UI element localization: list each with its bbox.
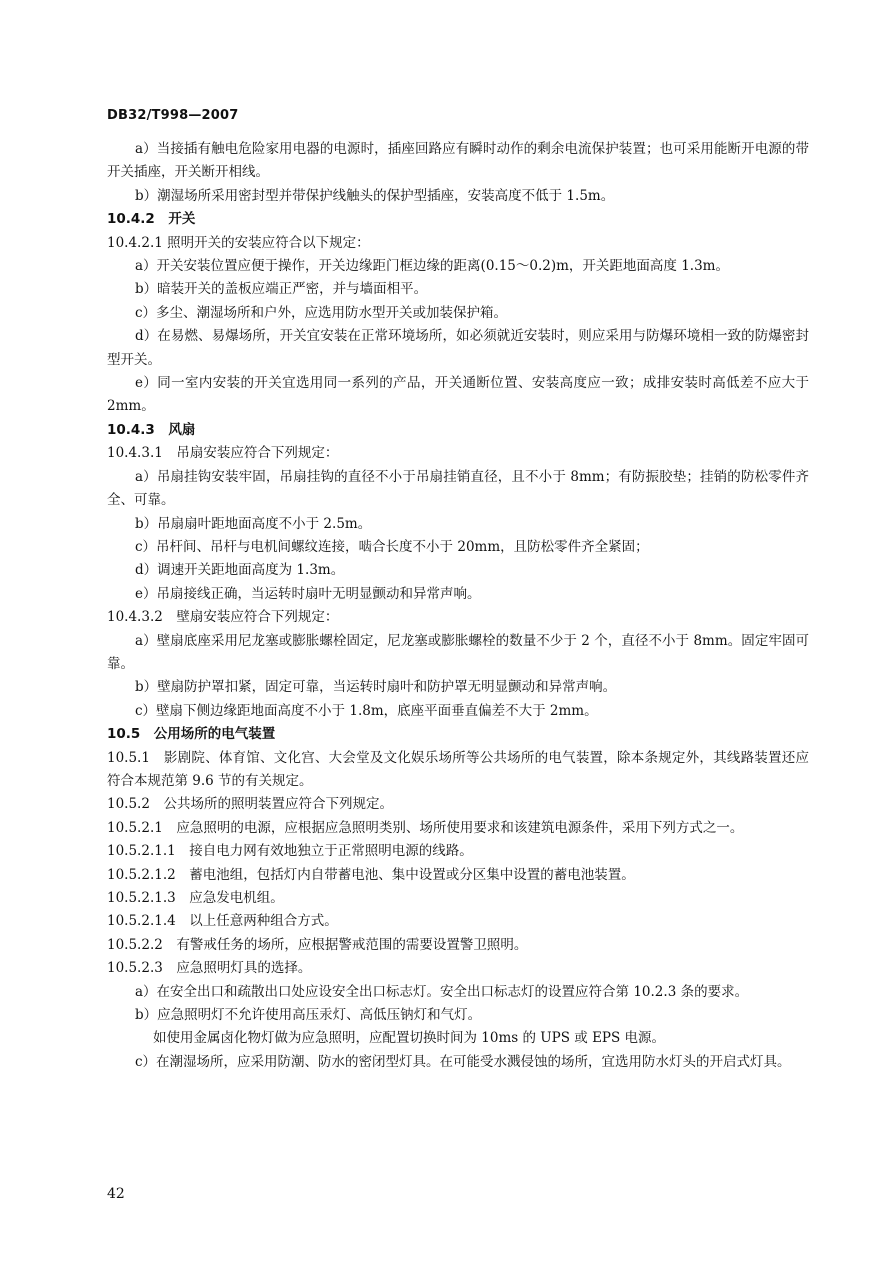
page-number: 42 [107,1186,125,1202]
numbered-clause: 10.5.2.1.1 接自电力网有效地独立于正常照明电源的线路。 [107,843,473,860]
numbered-clause: 10.5.2.1.3 应急发电机组。 [107,890,284,906]
section-heading: 10.4.2 开关 [107,211,196,228]
numbered-clause: 10.5.2.2 有警戒任务的场所，应根据警戒范围的需要设置警卫照明。 [107,936,528,953]
list-item: a）当接插有触电危险家用电器的电源时，插座回路应有瞬时动作的剩余电流保护装置；也可采用能断开电源的带开关插座，开关断开相线。 [107,141,809,181]
list-item: e）同一室内安装的开关宜选用同一系列的产品，开关通断位置、安装高度应一致；成排安装时高低差不应大于 2mm。 [107,375,809,415]
list-item: a）吊扇挂钩安装牢固，吊扇挂钩的直径不小于吊扇挂销直径，且不小于 8mm；有防振胶垫；挂销的防松零件齐全、可靠。 [107,468,809,509]
list-item: c）壁扇下侧边缘距地面高度不小于 1.8m，底座平面垂直偏差不大于 2mm。 [135,702,598,719]
document-body [107,138,809,1074]
list-item: b）潮湿场所采用密封型并带保护线触头的保护型插座，安装高度不低于 1.5m。 [135,187,615,204]
numbered-clause: 10.5.2 公共场所的照明装置应符合下列规定。 [107,796,393,813]
list-item: b）吊扇扇叶距地面高度不小于 2.5m。 [135,515,372,532]
list-item: b）应急照明灯不允许使用高压汞灯、高低压钠灯和气灯。 [135,1007,482,1024]
list-item: b）壁扇防护罩扣紧，固定可靠，当运转时扇叶和防护罩无明显颤动和异常声响。 [135,679,617,696]
section-heading: 10.4.3 风扇 [107,421,196,438]
numbered-clause: 10.5.2.1 应急照明的电源，应根据应急照明类别、场所使用要求和该建筑电源条件，采用下列方式之一。 [107,819,744,836]
numbered-clause: 10.5.1 影剧院、体育馆、文化宫、大会堂及文化娱乐场所等公共场所的电气装置，除本条规定外，其线路装置还应符合本规范第 9.6 节的有关规定。 [107,749,809,789]
numbered-clause: 10.5.2.1.4 以上任意两种组合方式。 [107,913,338,930]
list-item: c）吊杆间、吊杆与电机间螺纹连接，啮合长度不小于 20mm，且防松零件齐全紧固； [135,538,649,555]
numbered-clause: 10.4.3.1 吊扇安装应符合下列规定： [107,445,339,462]
list-item: d）调速开关距地面高度为 1.3m。 [135,562,345,579]
document-code-header: DB32/T998—2007 [107,108,239,123]
list-item: e）吊扇接线正确，当运转时扇叶无明显颤动和异常声响。 [135,585,481,602]
list-item: a）壁扇底座采用尼龙塞或膨胀螺栓固定，尼龙塞或膨胀螺栓的数量不少于 2 个，直径不小于 8mm。固定牢固可靠。 [107,632,809,672]
list-item: d）在易燃、易爆场所，开关宜安装在正常环境场所，如必须就近安装时，则应采用与防爆环境相一致的防爆密封型开关。 [107,328,809,368]
section-heading: 10.5 公用场所的电气装置 [107,726,276,743]
numbered-clause: 10.4.3.2 壁扇安装应符合下列规定： [107,609,339,626]
numbered-clause: 10.5.2.3 应急照明灯具的选择。 [107,960,312,977]
list-item: c）在潮湿场所，应采用防潮、防水的密闭型灯具。在可能受水溅侵蚀的场所，宜选用防水灯头的开启式灯具。 [135,1053,791,1070]
numbered-clause: 10.4.2.1 照明开关的安装应符合以下规定： [107,234,370,251]
list-item: c）多尘、潮湿场所和户外，应选用防水型开关或加装保护箱。 [135,304,508,321]
list-item: 如使用金属卤化物灯做为应急照明，应配置切换时间为 10ms 的 UPS 或 EPS 电源。 [153,1030,666,1047]
list-item: b）暗装开关的盖板应端正严密，并与墙面相平。 [135,281,428,298]
list-item: a）在安全出口和疏散出口处应设安全出口标志灯。安全出口标志灯的设置应符合第 10.2.3 条的要求。 [135,983,749,1000]
list-item: a）开关安装位置应便于操作，开关边缘距门框边缘的距离(0.15～0.2)m，开关距地面高度 1.3m。 [135,258,729,275]
numbered-clause: 10.5.2.1.2 蓄电池组，包括灯内自带蓄电池、集中设置或分区集中设置的蓄电池装置。 [107,866,635,883]
